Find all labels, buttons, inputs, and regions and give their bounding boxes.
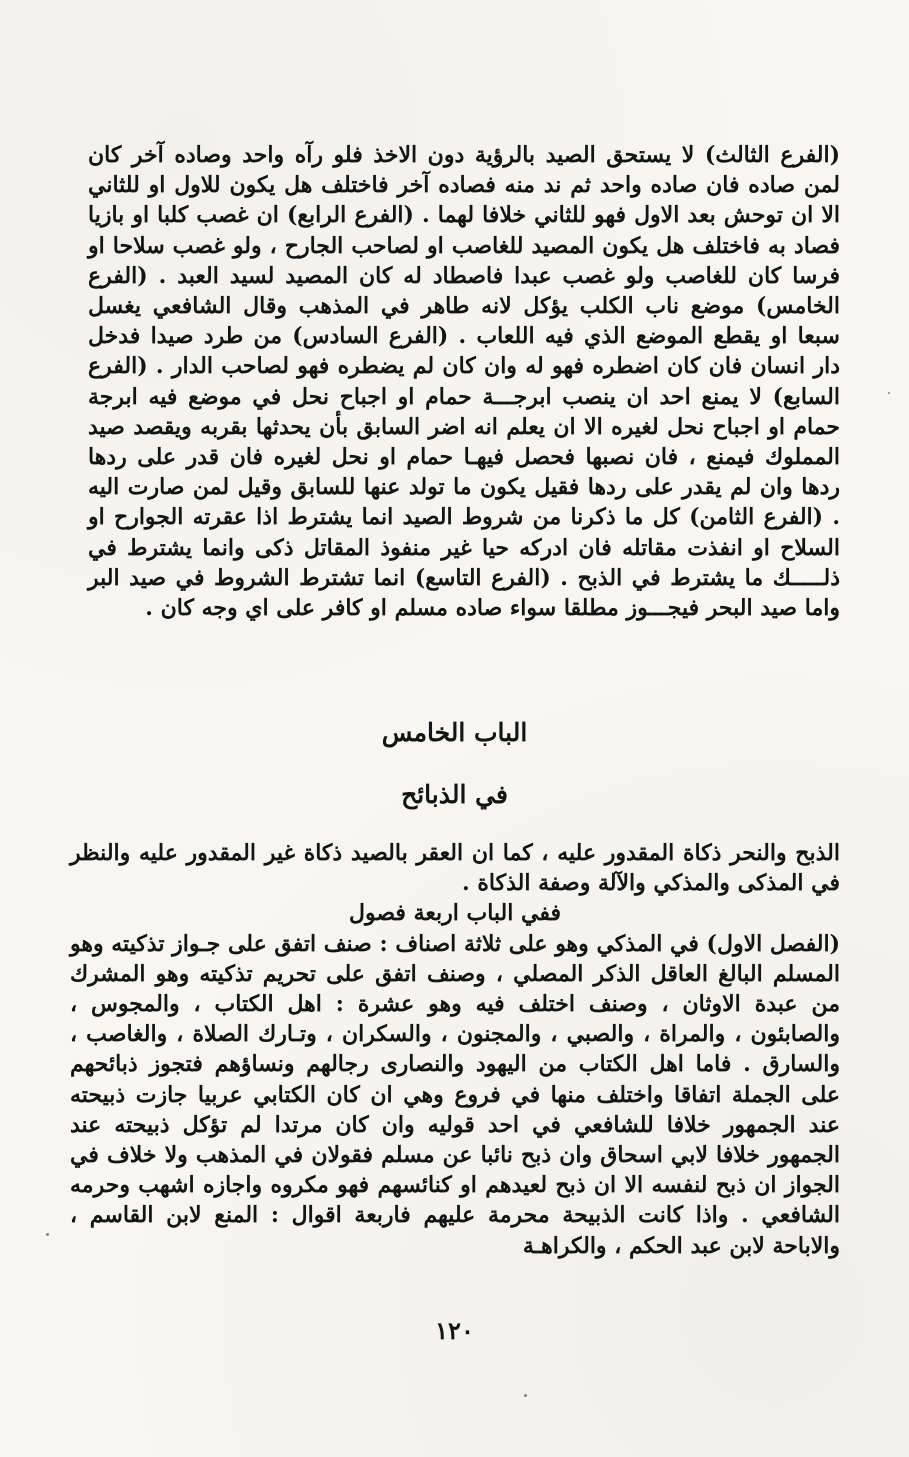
page-number: ١٢٠ xyxy=(435,1316,474,1345)
section-count-line: ففي الباب اربعة فصول xyxy=(348,900,562,927)
body-text-top xyxy=(88,140,840,623)
chapter-title: الباب الخامس xyxy=(381,718,528,747)
paragraph-intro: الذبح والنحر ذكاة المقدور عليه ، كما ان العقر بالصيد ذكاة غير المقدور عليه والنظر في المذكى والمذكي والآلة وصفة الذكاة . xyxy=(70,840,840,897)
scan-speck xyxy=(524,1394,527,1397)
scan-speck xyxy=(46,1233,49,1236)
scan-speck xyxy=(888,392,890,394)
paragraph-section-one: (الفصل الاول) في المذكي وهو على ثلاثة اصناف : صنف اتفق على جـواز تذكيته وهو المسلم البالغ العاقل الذكر المصلي ، وصنف اتفق على تحريم تذكيته وهو المشرك من عبدة الاوثان ، وصنف اختلف فيه وهو عشرة : اهل الكتاب ، والمجوس ، والصابئون ، والمراة ، والصبي ، والمجنون ، والسكران ، وتـارك الصلاة ، والغاصب ، والسارق . فاما اهل الكتاب من اليهود والنصارى رجالهم ونساؤهم فتجوز ذبائحهم على الجملة اتفاقا واختلف منها في فروع وهي ان كان الكتابي عربيا جازت ذبيحته عند الجمهور خلافا للشافعي في احد قوليه وان كان مرتدا لم تؤكل ذبيحته عند الجمهور خلافا لابي اسحاق وان ذبح نائبا عن مسلم فقولان في المذهب ولا خلاف في الجواز ان ذبح لنفسه الا ان ذبح لعيدهم او كنائسهم فهو مكروه واجازه اشهب وحرمه الشافعي . واذا كانت الذبيحة محرمة عليهم فاربعة اقوال : المنع لابن القاسم ، والاباحة لابن عبد الحكم ، والكراهـة xyxy=(70,930,841,1259)
body-text-bottom xyxy=(70,838,840,1261)
paragraph-hunting-branches: (الفرع الثالث) لا يستحق الصيد بالرؤية دون الاخذ فلو رآه واحد وصاده آخر كان لمن صاده فان صاده واحد ثم ند منه فصاده آخر فاختلف هل يكون للاول او للثاني الا ان توحش بعد الاول فهو للثاني خلافا لهما . (الفرع الرابع) ان غصب كلبا او بازيا فصاد به فاختلف هل يكون المصيد للغاصب او لصاحب الجارح ، ولو غصب سلاحا او فرسا كان للغاصب ولو غصب عبدا فاصطاد له كان المصيد لسيد العبد . (الفرع الخامس) موضع ناب الكلب يؤكل لانه طاهر في المذهب وقال الشافعي يغسل سبعا او يقطع الموضع الذي فيه اللعاب . (الفرع السادس) من طرد صيدا فدخل دار انسان فان كان اضطره فهو له وان كان لم يضطره فهو لصاحب الدار . (الفرع السابع) لا يمنع احد ان ينصب ابرجـــة حمام او اجباح نحل في موضع فيه ابرجة حمام او اجباح نحل لغيره الا ان يعلم انه اضر السابق بأن يحدثها بقربه ويقصد صيد المملوك فيمنع ، فان نصبها فحصل فيهـا حمام او نحل لغيره فان قدر على ردها ردها وان لم يقدر على ردها فقيل يكون ما تولد عنها للسابق وقيل لمن صارت اليه . (الفرع الثامن) كل ما ذكرنا من شروط الصيد انما يشترط اذا عقرته الجوارح او السلاح او انفذت مقاتله فان ادركه حيا غير منفوذ المقاتل ذكى وانما يشترط في ذلـــــك ما يشترط في الذبح . (الفرع التاسع) انما تشترط الشروط في صيد البر واما صيد البحر فيجـــوز مطلقا سواء صاده مسلم او كافر على اي وجه كان . xyxy=(88,142,840,622)
chapter-subtitle: في الذبائح xyxy=(401,780,508,809)
